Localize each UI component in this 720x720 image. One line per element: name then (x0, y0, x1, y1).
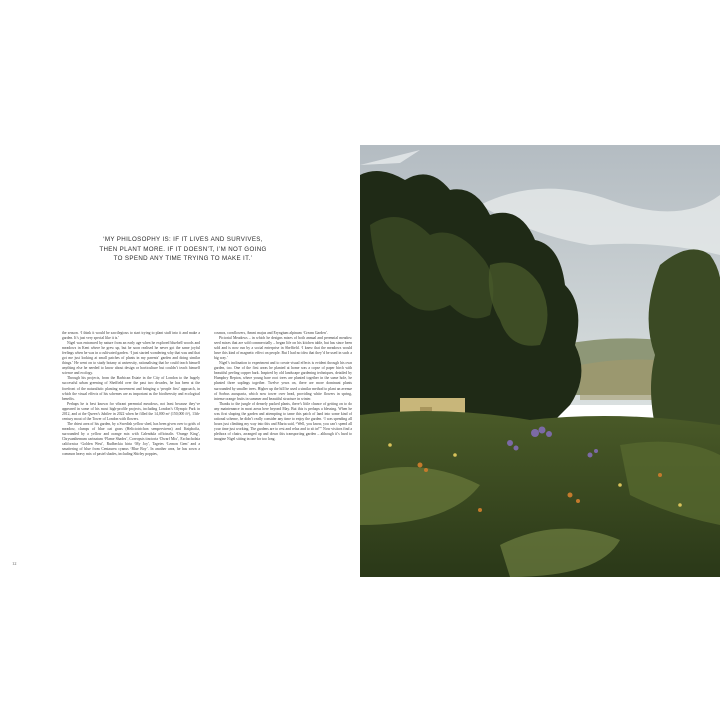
left-page (0, 145, 360, 577)
pull-quote-line: THEN PLANT MORE. IF IT DOESN’T, I’M NOT GOING (99, 245, 267, 253)
text-column-left (62, 331, 200, 457)
paragraph: Nigel’s inclination to experiment and to create visual effects is evident through his own garden, too. One of the first areas he planted at home was a copse of paper birch with beautiful peeling copper bark. Inspired by old landscape gardening techniques, detailed by Humphry Repton, where young bare root trees are planted together in the same hole, he planted three saplings together. Twelve years on, there are more dominant plants surrounded by smaller trees. Higher up the hill he used a similar method to plant an avenue of Sorbus aucuparia, which now tower over head, providing white flowers in spring, intense orange fruits in summer and beautiful structure in winter. (214, 361, 352, 401)
body-columns (62, 331, 352, 457)
paragraph: Pictorial Meadows – in which he designs mixes of both annual and perennial meadow seed mixes that are sold commercially – began life on his kitchen table, but has since been sold and is now run by a social enterprise in Sheffield. ‘I knew that the meadows would have this kind of magnetic effect on people. But I had no idea that they’d be used in such a big way.’ (214, 336, 352, 361)
right-tree (649, 249, 720, 445)
paragraph: the season. ‘I think it would be sacrilegious to start trying to plant stuff into it and make a garden. It’s just very special like it is.’ (62, 331, 200, 341)
paragraph: Through his projects, from the Barbican Estate in the City of London to the hugely successful urban greening of Sheffield over the past two decades, he has been at the forefront of the naturalistic planting movement and bringing a ‘people first’ approach, in which the visual effects of his schemes are as important as the biodiversity and ecological benefits. (62, 376, 200, 401)
garden-photo (360, 145, 720, 577)
text-column-right (214, 331, 352, 457)
paragraph: Perhaps he is best known for vibrant perennial meadows, not least because they’ve appeared in some of his most high-profile projects, including London’s Olympic Park in 2012, and at the Queen’s Jubilee in 2022 when he filled the 14,000 m² (150,000 ft²), 13th-century moat of the Tower of London with flowers. (62, 401, 200, 421)
pull-quote-line: TO SPEND ANY TIME TRYING TO MAKE IT.’ (113, 255, 253, 263)
pull-quote (78, 235, 288, 264)
right-page (360, 145, 720, 577)
pull-quote-line: ‘MY PHILOSOPHY IS: IF IT LIVES AND SURVIVES, (103, 236, 263, 243)
paragraph: Nigel was entranced by nature from an early age when he explored bluebell woods and meadows in Kent where he grew up, but he soon realised he never got the same joyful feelings when he was in a cultivated garden. ‘I just started wondering why that was and that got me just looking at small patches of plants in my parents’ garden and doing similar things.’ He went on to study botany at university, rationalising that he could teach himself anything else he needed to know about design or horticulture but couldn’t teach himself science and ecology. (62, 341, 200, 376)
paragraph: The driest area of his garden, by a Swedish yellow shed, has been given over to grids of meadow, clumps of blue oat grass (Helictotrichon sempervirens) and Kniphofia, surrounded by a yellow and orange mix with Calendula officinalis ‘Orange King’, Chrysanthemum carinatum ‘Flame Shades’, Coreopsis tinctoria ‘Dwarf Mix’, Eschscholzia californica ‘Golden West’, Rudbeckia hirta ‘My Joy’, Tagetes ‘Lemon Gem’ and a smattering of blue from Centaurea cyanus ‘Blue Boy’. In another area, he has sown a common heavy mix of pastel shades, including Shirley poppies, (62, 421, 200, 457)
book-spread (0, 145, 720, 577)
paragraph: Thanks to the jungle of densely packed plants, there’s little chance of getting on to do any maintenance in most areas here beyond May. But this is perhaps a blessing. When he was first shaping the garden and attempting to tame this patch of land into some kind of rational scheme, he didn’t really consider any time to enjoy the garden. ‘I was spending all hours just climbing my way into this and Marta said, “Well, you know, you can’t spend all your time just working. The gardens are to rest and relax and to sit in!”’ Now visitors find a plethora of chairs, arranged up and down this transporting garden – although it’s hard to imagine Nigel sitting in one for too long. (214, 401, 352, 441)
paragraph: cosmos, cornflowers, Ammi majus and Eryngium alpinum ‘Cream Garden’. (214, 331, 329, 335)
page-number: 12 (12, 561, 17, 566)
